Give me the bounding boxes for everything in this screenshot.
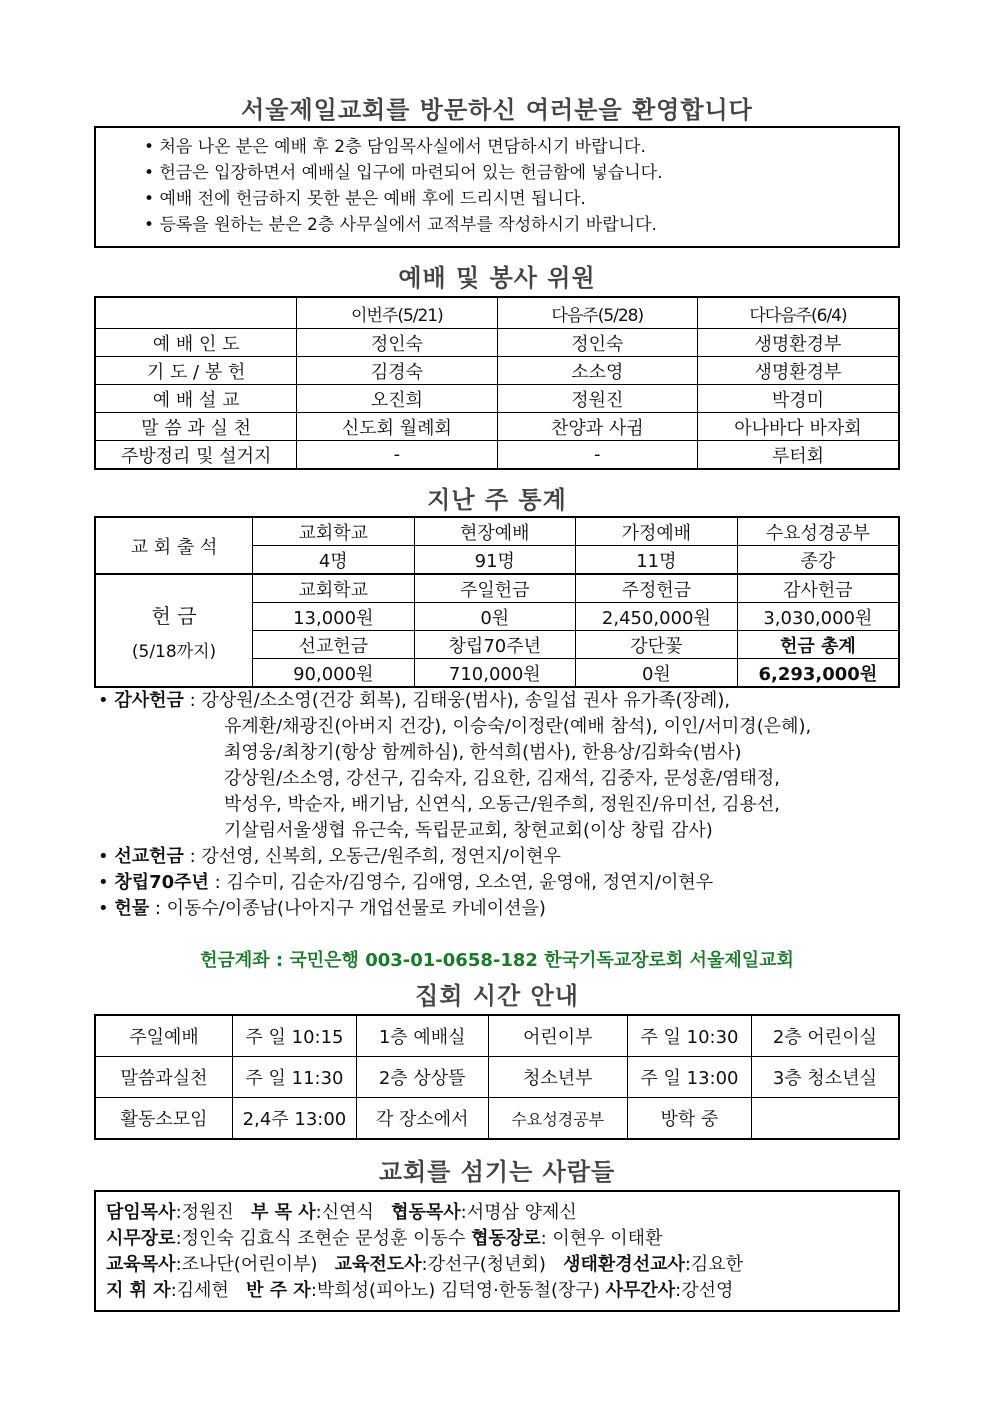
gift-text: 기살림서울생협 유근숙, 독립문교회, 창현교회(이상 창립 감사) bbox=[224, 820, 713, 841]
staff-line bbox=[106, 1252, 898, 1278]
list-item: • 창립70주년 : 김수미, 김순자/김영수, 김애영, 오소연, 윤영애, 정연지/이현우 bbox=[98, 872, 714, 893]
week-header: 이번주(5/21) bbox=[297, 297, 497, 329]
table-cell: - bbox=[297, 441, 497, 470]
staff-label: 교육목사 bbox=[106, 1254, 176, 1275]
staff-value: :박희성(피아노) 김덕영·한동철(장구) bbox=[310, 1280, 606, 1301]
table-cell: 활동소모임 bbox=[95, 1098, 233, 1140]
gift-label: 선교헌금 bbox=[114, 846, 184, 867]
table-cell: 주정헌금 bbox=[576, 574, 738, 603]
notice-text: 헌금은 입장하면서 예배실 입구에 마련되어 있는 헌금함에 넣습니다. bbox=[159, 163, 663, 183]
staff-label: 지 휘 자 bbox=[106, 1280, 171, 1301]
table-cell: 찬양과 사귐 bbox=[497, 413, 697, 441]
notice-item: • 처음 나온 분은 예배 후 2층 담임목사실에서 면담하시기 바랍니다. bbox=[144, 137, 646, 157]
list-item: • 헌물 : 이동수/이종남(나아지구 개업선물로 카네이션을) bbox=[98, 898, 546, 919]
notice-text: 처음 나온 분은 예배 후 2층 담임목사실에서 면담하시기 바랍니다. bbox=[159, 137, 646, 157]
duty-title: 예배 및 봉사 위원 bbox=[398, 264, 596, 292]
table-cell: 오진희 bbox=[297, 385, 497, 413]
table-cell: 가정예배 bbox=[576, 517, 738, 546]
table-cell: 2층 상상뜰 bbox=[356, 1057, 488, 1098]
welcome-title: 서울제일교회를 방문하신 여러분을 환영합니다 bbox=[241, 96, 753, 124]
table-cell: 청소년부 bbox=[488, 1057, 628, 1098]
table-cell: 0원 bbox=[414, 603, 576, 631]
offering-label-cell bbox=[95, 574, 253, 687]
gift-label: 창립70주년 bbox=[114, 872, 209, 893]
table-cell: 11명 bbox=[576, 546, 738, 575]
gift-text: 김수미, 김순자/김영수, 김애영, 오소연, 윤영애, 정연지/이현우 bbox=[226, 872, 714, 893]
staff-title: 교회를 섬기는 사람들 bbox=[378, 1158, 616, 1186]
staff-label: 담임목사 bbox=[106, 1202, 176, 1223]
gift-text: 최영웅/최창기(항상 함께하심), 한석희(범사), 한용상/김화숙(범사) bbox=[224, 742, 742, 763]
table-row bbox=[95, 385, 899, 413]
table-cell: 3,030,000원 bbox=[737, 603, 899, 631]
gift-label: 감사헌금 bbox=[114, 690, 184, 711]
table-row bbox=[95, 441, 899, 470]
role-cell: 주방정리 및 설거지 bbox=[95, 441, 297, 470]
role-cell: 말 씀 과 실 천 bbox=[95, 413, 297, 441]
staff-label: 교육전도사 bbox=[334, 1254, 422, 1275]
gift-label: 헌물 bbox=[114, 898, 150, 919]
gift-text: 강선영, 신복희, 오동근/원주희, 정연지/이현우 bbox=[201, 846, 561, 867]
staff-label: 반 주 자 bbox=[246, 1280, 311, 1301]
staff-value: :김세현 bbox=[170, 1280, 235, 1301]
staff-value: :정인숙 김효식 조현순 문성훈 이동수 bbox=[175, 1228, 472, 1249]
staff-label: 협동장로 bbox=[471, 1228, 541, 1249]
staff-value: : 이현우 이태환 bbox=[540, 1228, 663, 1249]
staff-line bbox=[106, 1200, 898, 1226]
table-cell: 4명 bbox=[253, 546, 414, 575]
table-cell: 김경숙 bbox=[297, 357, 497, 385]
table-cell: 정원진 bbox=[497, 385, 697, 413]
table-cell: 3층 청소년실 bbox=[751, 1057, 899, 1098]
table-cell: 정인숙 bbox=[497, 329, 697, 357]
table-cell: 수요성경공부 bbox=[488, 1098, 628, 1140]
table-cell: 주일헌금 bbox=[414, 574, 576, 603]
staff-value: :강선구(청년회) bbox=[421, 1254, 552, 1275]
table-cell: 말씀과실천 bbox=[95, 1057, 233, 1098]
table-cell: 박경미 bbox=[697, 385, 899, 413]
notice-item: • 예배 전에 헌금하지 못한 분은 예배 후에 드리시면 됩니다. bbox=[144, 189, 586, 209]
gift-text: 강상원/소소영(건강 회복), 김태웅(범사), 송일섭 권사 유가족(장례), bbox=[201, 690, 731, 711]
table-cell: 아나바다 바자회 bbox=[697, 413, 899, 441]
table-cell: 정인숙 bbox=[297, 329, 497, 357]
table-cell: 소소영 bbox=[497, 357, 697, 385]
table-cell: 주일예배 bbox=[95, 1015, 233, 1057]
attendance-label: 교 회 출 석 bbox=[95, 517, 253, 574]
table-cell: 수요성경공부 bbox=[737, 517, 899, 546]
table-cell: - bbox=[497, 441, 697, 470]
table-cell: 91명 bbox=[414, 546, 576, 575]
table-row bbox=[95, 297, 899, 329]
schedule-title: 집회 시간 안내 bbox=[415, 982, 579, 1010]
table-cell: 710,000원 bbox=[414, 659, 576, 688]
list-item: • 선교헌금 : 강선영, 신복희, 오동근/원주희, 정연지/이현우 bbox=[98, 846, 561, 867]
gift-text: 이동수/이종남(나아지구 개업선물로 카네이션을) bbox=[166, 898, 546, 919]
week-header: 다음주(5/28) bbox=[497, 297, 697, 329]
staff-value: :신연식 bbox=[315, 1202, 380, 1223]
notice-text: 예배 전에 헌금하지 못한 분은 예배 후에 드리시면 됩니다. bbox=[159, 189, 586, 209]
table-cell: 90,000원 bbox=[253, 659, 414, 688]
table-cell: 2,4주 13:00 bbox=[233, 1098, 357, 1140]
notice-text: 등록을 원하는 분은 2층 사무실에서 교적부를 작성하시기 바랍니다. bbox=[159, 215, 657, 235]
table-row bbox=[95, 357, 899, 385]
staff-label: 협동목사 bbox=[391, 1202, 461, 1223]
table-cell: 생명환경부 bbox=[697, 357, 899, 385]
schedule-table bbox=[94, 1014, 900, 1140]
table-cell: 교회학교 bbox=[253, 574, 414, 603]
table-cell: 교회학교 bbox=[253, 517, 414, 546]
table-cell: 선교헌금 bbox=[253, 631, 414, 659]
table-cell: 신도회 월례회 bbox=[297, 413, 497, 441]
gift-text: 강상원/소소영, 강선구, 김숙자, 김요한, 김재석, 김중자, 문성훈/염태정, bbox=[224, 768, 780, 789]
notice-item: • 헌금은 입장하면서 예배실 입구에 마련되어 있는 헌금함에 넣습니다. bbox=[144, 163, 663, 183]
staff-label: 생태환경선교사 bbox=[563, 1254, 685, 1275]
staff-value: :김요한 bbox=[684, 1254, 744, 1275]
table-cell: 각 장소에서 bbox=[356, 1098, 488, 1140]
table-cell: 1층 예배실 bbox=[356, 1015, 488, 1057]
table-cell: 주 일 11:30 bbox=[233, 1057, 357, 1098]
role-cell: 기 도 / 봉 헌 bbox=[95, 357, 297, 385]
role-cell: 예 배 설 교 bbox=[95, 385, 297, 413]
table-row bbox=[95, 517, 899, 546]
table-row bbox=[95, 574, 899, 603]
table-cell: 주 일 10:30 bbox=[628, 1015, 752, 1057]
table-cell: 방학 중 bbox=[628, 1098, 752, 1140]
staff-value: :강선영 bbox=[675, 1280, 734, 1301]
table-cell: 생명환경부 bbox=[697, 329, 899, 357]
table-cell: 종강 bbox=[737, 546, 899, 575]
offering-label: 헌 금 bbox=[151, 603, 197, 628]
table-row bbox=[95, 329, 899, 357]
staff-label: 사무간사 bbox=[605, 1280, 676, 1301]
gift-text: 유계환/채광진(아버지 건강), 이승숙/이정란(예배 참석), 이인/서미경(은혜), bbox=[224, 716, 812, 737]
table-cell: 어린이부 bbox=[488, 1015, 628, 1057]
week-header: 다다음주(6/4) bbox=[697, 297, 899, 329]
table-cell: 창립70주년 bbox=[414, 631, 576, 659]
staff-line bbox=[106, 1226, 898, 1252]
stats-table bbox=[94, 516, 900, 688]
notice-item: • 등록을 원하는 분은 2층 사무실에서 교적부를 작성하시기 바랍니다. bbox=[144, 215, 657, 235]
list-item: • 감사헌금 : 강상원/소소영(건강 회복), 김태웅(범사), 송일섭 권사 유가족(장례), bbox=[98, 690, 731, 711]
table-row bbox=[95, 1057, 899, 1098]
staff-value: :정원진 bbox=[175, 1202, 240, 1223]
role-cell: 예 배 인 도 bbox=[95, 329, 297, 357]
table-cell bbox=[751, 1098, 899, 1140]
staff-value: :조나단(어린이부) bbox=[175, 1254, 324, 1275]
staff-label: 부 목 사 bbox=[250, 1202, 316, 1223]
staff-value: :서명삼 양제신 bbox=[460, 1202, 577, 1223]
table-row bbox=[95, 1015, 899, 1057]
total-label: 헌금 총계 bbox=[737, 631, 899, 659]
table-cell: 0원 bbox=[576, 659, 738, 688]
welcome-notice bbox=[94, 126, 900, 248]
table-cell bbox=[95, 297, 297, 329]
stats-title: 지난 주 통계 bbox=[427, 486, 567, 514]
table-cell: 13,000원 bbox=[253, 603, 414, 631]
staff-box bbox=[94, 1190, 900, 1312]
table-cell: 주 일 13:00 bbox=[628, 1057, 752, 1098]
gift-list bbox=[98, 688, 918, 922]
table-cell: 루터회 bbox=[697, 441, 899, 470]
table-cell: 현장예배 bbox=[414, 517, 576, 546]
table-cell: 2,450,000원 bbox=[576, 603, 738, 631]
account-info: 헌금계좌 : 국민은행 003-01-0658-182 한국기독교장로회 서울제일교회 bbox=[200, 950, 794, 971]
staff-label: 시무장로 bbox=[106, 1228, 176, 1249]
total-value: 6,293,000원 bbox=[737, 659, 899, 688]
table-cell: 주 일 10:15 bbox=[233, 1015, 357, 1057]
table-cell: 2층 어린이실 bbox=[751, 1015, 899, 1057]
table-cell: 감사헌금 bbox=[737, 574, 899, 603]
staff-line bbox=[106, 1278, 898, 1304]
table-row bbox=[95, 1098, 899, 1140]
offering-period: (5/18까지) bbox=[131, 641, 217, 662]
gift-text: 박성우, 박순자, 배기남, 신연식, 오동근/원주희, 정원진/유미선, 김용선, bbox=[224, 794, 780, 815]
table-cell: 강단꽃 bbox=[576, 631, 738, 659]
table-row bbox=[95, 413, 899, 441]
duty-table bbox=[94, 296, 900, 470]
